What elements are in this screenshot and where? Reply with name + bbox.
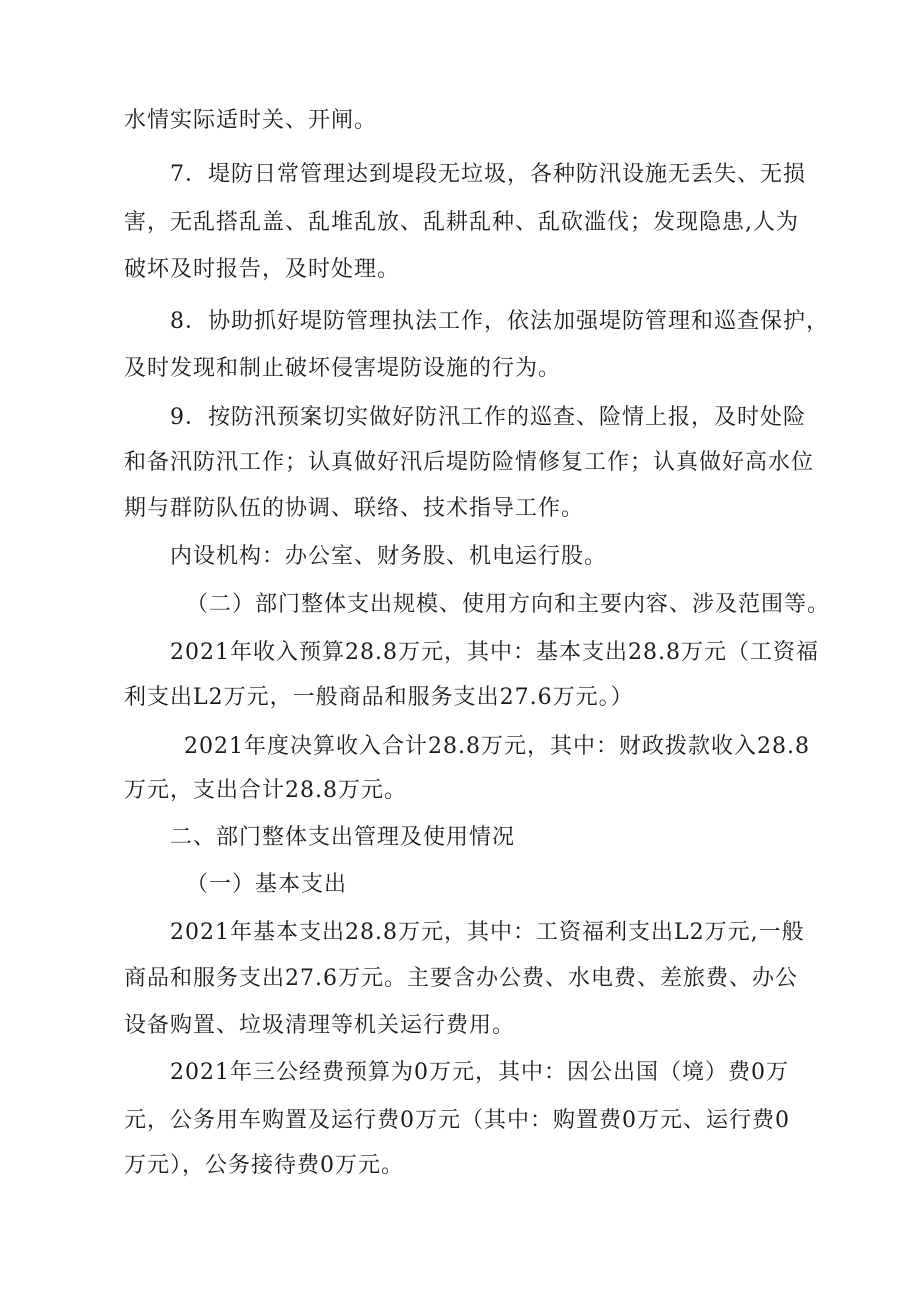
text-line: 7．堤防日常管理达到堤段无垃圾，各种防汛设施无丢失、无损 <box>170 162 806 187</box>
text-line: 害，无乱搭乱盖、乱堆乱放、乱耕乱种、乱砍滥伐；发现隐患,人为 <box>124 210 799 235</box>
text-line: 2021年收入预算28.8万元，其中：基本支出28.8万元（工资福 <box>170 640 819 665</box>
text-line: 设备购置、垃圾清理等机关运行费用。 <box>124 1013 516 1038</box>
text-line: 及时发现和制止破坏侵害堤防设施的行为。 <box>124 356 562 381</box>
text-line: 破坏及时报告，及时处理。 <box>124 257 401 282</box>
section-heading: 二、部门整体支出管理及使用情况 <box>170 825 516 850</box>
text-line: 万元，支出合计28.8万元。 <box>124 778 407 803</box>
text-line: 利支出L2万元，一般商品和服务支出27.6万元。） <box>124 685 634 710</box>
section-heading: （二）部门整体支出规模、使用方向和主要内容、涉及范围等。 <box>186 592 831 617</box>
text-line: 水情实际适时关、开闸。 <box>124 108 378 133</box>
section-heading: （一）基本支出 <box>186 872 348 897</box>
text-line: 内设机构：办公室、财务股、机电运行股。 <box>170 544 608 569</box>
text-line: 2021年基本支出28.8万元，其中：工资福利支出L2万元,一般 <box>170 920 805 945</box>
text-line: 元，公务用车购置及运行费0万元（其中：购置费0万元、运行费0 <box>124 1108 790 1133</box>
text-line: 2021年三公经费预算为0万元，其中：因公出国（境）费0万 <box>170 1060 789 1085</box>
text-line: 9．按防汛预案切实做好防汛工作的巡查、险情上报，及时处险 <box>170 405 806 430</box>
text-line: 商品和服务支出27.6万元。主要含办公费、水电费、差旅费、办公 <box>124 966 798 991</box>
text-line: 8．协助抓好堤防管理执法工作，依法加强堤防管理和巡查保护， <box>170 309 829 334</box>
text-line: 期与群防队伍的协调、联络、技术指导工作。 <box>124 496 585 521</box>
text-line: 和备汛防汛工作；认真做好汛后堤防险情修复工作；认真做好高水位 <box>124 450 815 475</box>
text-line: 万元），公务接待费0万元。 <box>124 1153 404 1178</box>
text-line: 2021年度决算收入合计28.8万元，其中：财政拨款收入28.8 <box>184 734 810 759</box>
